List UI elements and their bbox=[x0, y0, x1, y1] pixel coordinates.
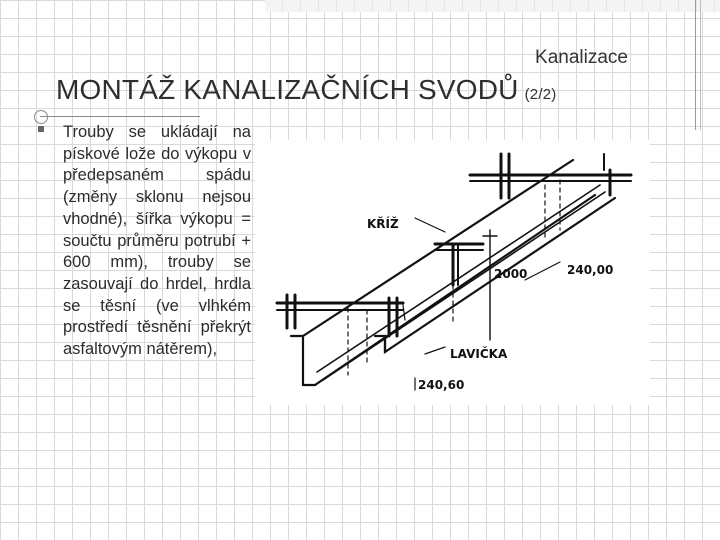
label-depth: 2000 bbox=[494, 267, 528, 281]
decorative-line bbox=[700, 0, 701, 130]
leader-line bbox=[403, 305, 405, 320]
label-level-bottom: 240,60 bbox=[418, 378, 465, 392]
leader-line bbox=[525, 262, 560, 280]
label-bench: LAVIČKA bbox=[450, 347, 508, 361]
header-band bbox=[265, 0, 720, 12]
drawing-svg bbox=[255, 140, 650, 405]
leader-line bbox=[415, 218, 445, 232]
leader-line bbox=[425, 347, 445, 354]
bullet-marker bbox=[38, 126, 44, 132]
bullet-text: Trouby se ukládají na pískové lože do výkopu v předepsaném spádu (změny sklonu nejsou vhodné), šířka výkopu = součtu průměru potrubí + 600 mm), trouby se zasouvají do hrdel, hrdla se těsní (ve vlhkém prostředí těsnění překrýt asfaltovým nátěrem), bbox=[63, 123, 251, 359]
slide-title bbox=[56, 74, 556, 106]
page-indicator: (2/2) bbox=[524, 86, 557, 103]
trench-left-wall bbox=[291, 336, 315, 385]
sewer-installation-drawing bbox=[255, 140, 650, 405]
label-level-top: 240,00 bbox=[567, 263, 614, 277]
title-underline bbox=[40, 116, 200, 117]
slide-subject: Kanalizace bbox=[535, 47, 628, 68]
title-rule-marker bbox=[34, 110, 48, 124]
slide-title-text: MONTÁŽ KANALIZAČNÍCH SVODŮ bbox=[56, 74, 519, 105]
label-cross: KŘÍŽ bbox=[367, 217, 399, 231]
decorative-line bbox=[695, 0, 696, 130]
